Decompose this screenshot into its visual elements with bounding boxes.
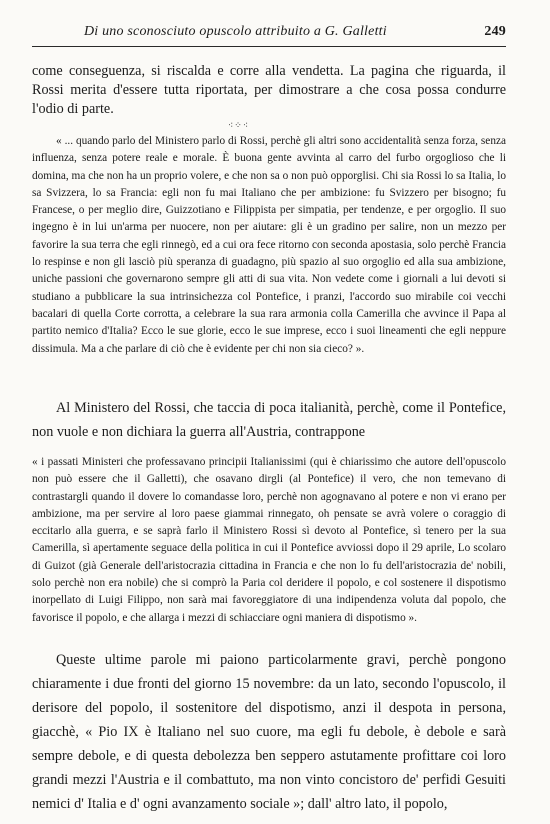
- header-rule: [32, 46, 506, 47]
- page-number: 249: [484, 24, 506, 39]
- paragraph-ministero: Al Ministero del Rossi, che taccia di poca italianità, perchè, come il Pontefice, non vuole e non dichiara la guerra all'Austria, contrappone: [32, 400, 506, 440]
- ornament-mark: ⁖⁘⁖: [228, 120, 250, 130]
- paragraph-conclusion: Queste ultime parole mi paiono particolarmente gravi, perchè pongono chiaramente i due fronti del giorno 15 novembre: da un lato, secondo l'opuscolo, il derisore del popolo, il sostenitore del dispotismo, anzi il despota in persona, giacchè, « Pio IX è Italiano nel suo cuore, ma egli fu debole, è debole e sarà sempre debole, e di questa debolezza ben seppero astutamente profittare coi loro grandi mezzi l'Austria e il combattuto, ma non vinto concistoro de' perfidi Gesuiti nemici d' Italia e d' ogni avanzamento sociale »; dall' altro lato, il popolo,: [32, 652, 506, 812]
- quotation-rossi: « ... quando parlo del Ministero parlo di Rossi, perchè gli altri sono accidentalità senza forza, senza influenza, senza potere reale e morale. È buona gente avvinta al carro del furbo orgoglioso che li domina, ma che non ha un proprio volere, e che non sa o non può opporglisi. Chi sia Rossi lo sa Italia, lo sa Svizzera, lo sa Francia: egli non fu mai Italiano che per ambizione: fu Svizzero per bisogno; fu Francese, o per meglio dire, Guizzotiano e Filippista per simpatia, per tendenze, e per orgoglio. Il suo ingegno è in lui un'arma per nuocere, non per aiutare: gli è un gradino per salire, non un mezzo per favorire la sua terra che egli rinnegò, ed a cui ora fece ritorno con seconda apostasia, solo perchè Francia lo respinse e non gli lasciò più speranza di guadagno, più spazio al suo orgoglio ed alla sua ambizione, uniche passioni che governarono sempre gli atti di sua vita. Non vedete come i giornali a lui devoti si studiano a pubblicare la sua intrinsichezza col Pontefice, i pranzi, l'accordo suo mirabile coi vecchi bacalari di quella Corte corrotta, a celebrare la sua rara armonia colla Camerilla che avvince il Papa al partito nemico d'Italia? Ecco le sue glorie, ecco le sue imprese, ecco i suoi lineamenti che egli neppure dissimula. Ma a che parlare di ciò che è evidente per chi non sia cieco? ».: [32, 135, 506, 355]
- quotation-ministeri: « i passati Ministeri che professavano principii Italianissimi (qui è chiarissimo che autore dell'opuscolo non può essere che il Galletti), che osavano dirgli (al Pontefice) il vero, che non temevano di contrastargli quando il dovere lo comandasse loro, perchè non agognavano al potere e non vi erano per ambizione, ma per servire al loro paese giammai rinnegato, oh pensate se avrà volere o coraggio di eccitarlo alla guerra, e se saprà farlo il Ministero Rossi sì devoto al Pontefice, sì tenero per la sua Camerilla, sì apertamente seguace della politica in cui il Pontefice avviossi dopo il 29 aprile, Lo scolaro di Guizot (già Generale dell'aristocrazia cittadina in Francia e che non lo fu dell'aristocrazia de' nobili, solo perchè non era nobile) che si comprò la Paria col deridere il popolo, e col sostenere il dispotismo inorpellato di Luigi Filippo, non sarà mai favoreggiatore di una indipendenza voluta dal popolo, che favorisce il popolo, e che allarga i mezzi di schiacciare ogni maniera di dispotismo ».: [32, 456, 506, 624]
- running-header: [32, 24, 506, 40]
- paragraph-continuation: come conseguenza, si riscalda e corre alla vendetta. La pagina che riguarda, il Rossi merita d'essere tutta riportata, per dimostrare a che cosa possa condurre l'odio di parte.: [32, 63, 506, 118]
- running-title: Di uno sconosciuto opuscolo attribuito a G. Galletti: [84, 24, 387, 39]
